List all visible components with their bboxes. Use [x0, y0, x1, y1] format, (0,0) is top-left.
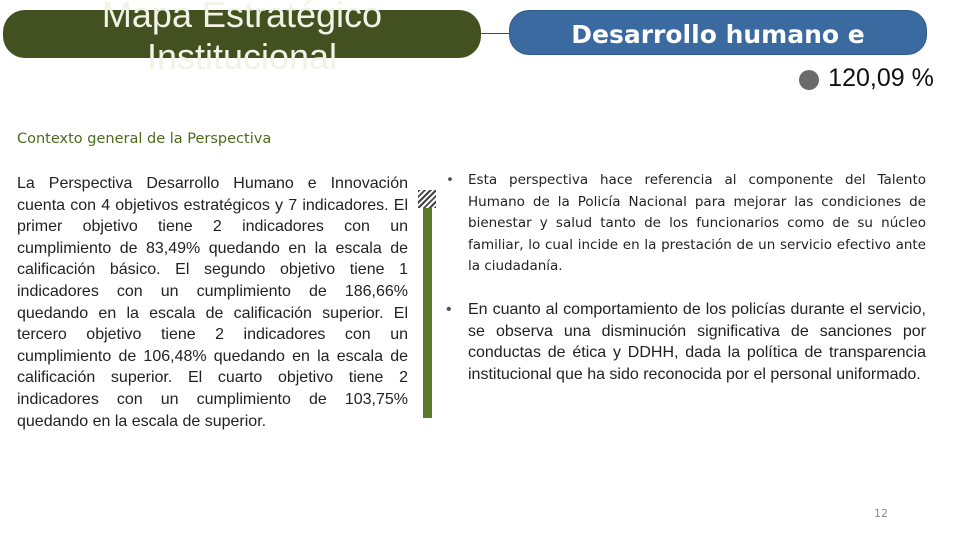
header-connector-line — [478, 33, 512, 34]
bullet-icon: • — [446, 300, 452, 318]
compliance-percentage: 120,09 % — [828, 64, 934, 92]
strategic-map-title-pill — [3, 0, 481, 77]
list-item — [444, 170, 926, 278]
bullet-icon: • — [446, 172, 454, 188]
bullet-text-talent: Esta perspectiva hace referencia al componente del Talento Humano de la Policía Nacional para mejorar las condiciones de bienestar y salud tanto de los funcionarios como de su núcleo familiar, lo cual incide en la prestación de un servicio efectivo ante la ciudadanía. — [468, 172, 926, 275]
section-heading: Contexto general de la Perspectiva — [17, 131, 272, 147]
metric-status-dot — [799, 70, 819, 90]
context-paragraph: La Perspectiva Desarrollo Humano e Innovación cuenta con 4 objetivos estratégicos y 7 indicadores. El primer objetivo tiene 2 indicadores con un cumplimiento de 83,49% quedando en la escala de calificación básico. El segundo objetivo tiene 1 indicadores con un cumplimiento de 186,66% quedando en la escala de calificación superior. El tercero objetivo tiene 2 indicadores con un cumplimiento de 106,48% quedando en la escala de calificación superior. El cuarto objetivo tiene 2 indicadores con un cumplimiento de 103,75% quedando en la escala de superior. — [17, 175, 408, 430]
perspective-title: Desarrollo humano e innovación — [571, 20, 865, 82]
bullet-list — [444, 170, 926, 385]
strategic-map-title: Mapa Estratégico Institucional — [101, 0, 383, 77]
hatch-decoration — [418, 190, 436, 208]
vertical-divider-bar — [423, 208, 432, 418]
page-number: 12 — [874, 507, 888, 520]
bullet-text-behavior: En cuanto al comportamiento de los policías durante el servicio, se observa una disminución significativa de sanciones por conductas de ética y DDHH, dada la política de transparencia institucional que ha sido reconocida por el personal uniformado. — [468, 300, 926, 383]
list-item — [444, 299, 926, 385]
